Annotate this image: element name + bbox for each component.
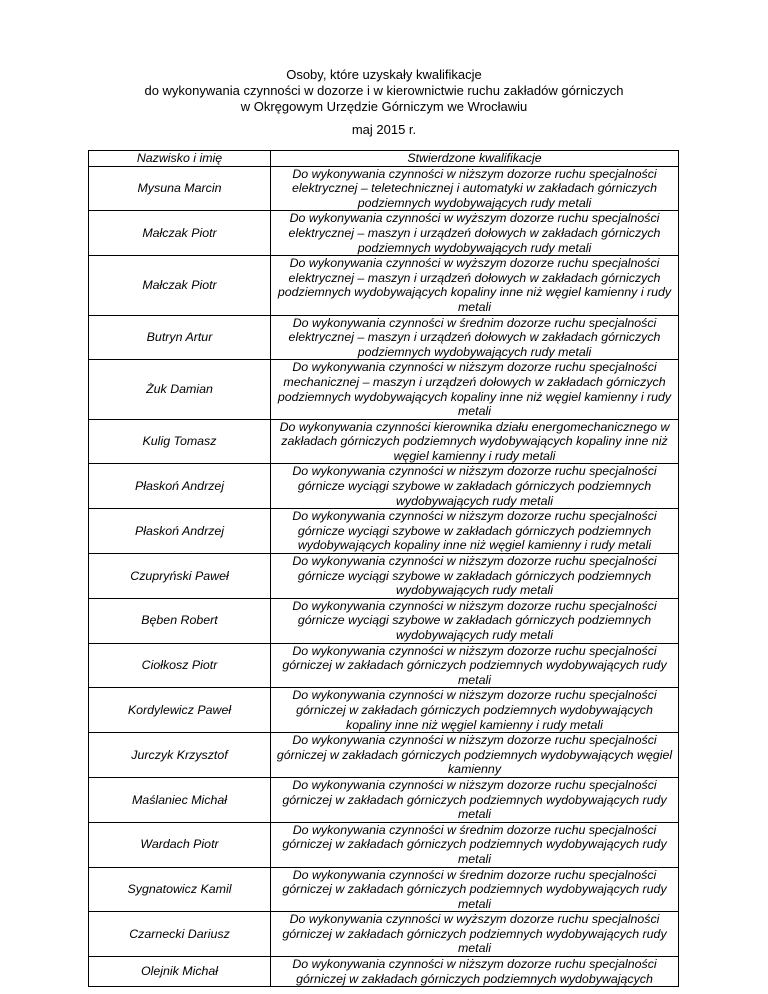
person-name-cell: Olejnik Michał	[89, 957, 271, 987]
person-name-cell: Czarnecki Dariusz	[89, 912, 271, 957]
qualification-cell: Do wykonywania czynności w niższym dozorze ruchu specjalności elektrycznej – teletechnicznej i automatyki w zakładach górniczych podziemnych wydobywających rudy metali	[271, 166, 679, 211]
document-date: maj 2015 r.	[351, 122, 417, 137]
person-name-cell: Kulig Tomasz	[89, 419, 271, 464]
table-row	[89, 867, 679, 912]
person-name-cell: Mysuna Marcin	[89, 166, 271, 211]
qualification-cell: Do wykonywania czynności w średnim dozorze ruchu specjalności górniczej w zakładach górniczych podziemnych wydobywających rudy metali	[271, 822, 679, 867]
qualification-cell: Do wykonywania czynności w niższym dozorze ruchu specjalności górniczej w zakładach górniczych podziemnych wydobywających rudy metali	[271, 777, 679, 822]
table-row	[89, 957, 679, 987]
qualification-cell: Do wykonywania czynności w niższym dozorze ruchu specjalności górnicze wyciągi szybowe w zakładach górniczych podziemnych wydobywających rudy metali	[271, 598, 679, 643]
qualification-cell: Do wykonywania czynności kierownika działu energomechanicznego w zakładach górniczych podziemnych wydobywających kopaliny inne niż węgiel kamienny i rudy metali	[271, 419, 679, 464]
qualifications-table	[88, 150, 679, 987]
table-row	[89, 419, 679, 464]
person-name-cell: Małczak Piotr	[89, 211, 271, 256]
qualification-cell: Do wykonywania czynności w niższym dozorze ruchu specjalności górnicze wyciągi szybowe w zakładach górniczych podziemnych wydobywających rudy metali	[271, 464, 679, 509]
qualification-cell: Do wykonywania czynności w niższym dozorze ruchu specjalności górniczej w zakładach górniczych podziemnych wydobywających rudy metali	[271, 643, 679, 688]
person-name-cell: Sygnatowicz Kamil	[89, 867, 271, 912]
column-header-name: Nazwisko i imię	[89, 151, 271, 167]
qualification-cell: Do wykonywania czynności w niższym dozorze ruchu specjalności górniczej w zakładach górniczych podziemnych wydobywających	[271, 957, 679, 987]
qualification-cell: Do wykonywania czynności w niższym dozorze ruchu specjalności górniczej w zakładach górniczych podziemnych wydobywających kopaliny inne niż węgiel kamienny i rudy metali	[271, 688, 679, 733]
qualification-cell: Do wykonywania czynności w niższym dozorze ruchu specjalności górnicze wyciągi szybowe w zakładach górniczych podziemnych wydobywających rudy metali	[271, 554, 679, 599]
table-row	[89, 509, 679, 554]
person-name-cell: Wardach Piotr	[89, 822, 271, 867]
qualification-cell: Do wykonywania czynności w wyższym dozorze ruchu specjalności górniczej w zakładach górniczych podziemnych wydobywających rudy metali	[271, 912, 679, 957]
person-name-cell: Butryn Artur	[89, 315, 271, 360]
person-name-cell: Bęben Robert	[89, 598, 271, 643]
table-row	[89, 643, 679, 688]
table-row	[89, 554, 679, 599]
person-name-cell: Małczak Piotr	[89, 256, 271, 315]
table-row	[89, 912, 679, 957]
column-header-qualification: Stwierdzone kwalifikacje	[271, 151, 679, 167]
header-line-2: do wykonywania czynności w dozorze i w kierownictwie ruchu zakładów górniczych	[144, 83, 624, 98]
person-name-cell: Ciołkosz Piotr	[89, 643, 271, 688]
qualification-cell: Do wykonywania czynności w niższym dozorze ruchu specjalności górniczej w zakładach górniczych podziemnych wydobywających węgiel kamienny	[271, 733, 679, 778]
table-row	[89, 211, 679, 256]
table-row	[89, 166, 679, 211]
table-header-row	[89, 151, 679, 167]
person-name-cell: Czupryński Paweł	[89, 554, 271, 599]
qualification-cell: Do wykonywania czynności w wyższym dozorze ruchu specjalności elektrycznej – maszyn i urządzeń dołowych w zakładach górniczych podziemnych wydobywających kopaliny inne niż węgiel kamienny i rudy metali	[271, 256, 679, 315]
header-line-3: w Okręgowym Urzędzie Górniczym we Wrocławiu	[240, 99, 528, 114]
table-row	[89, 360, 679, 419]
document-header	[0, 67, 768, 115]
header-line-1: Osoby, które uzyskały kwalifikacje	[286, 67, 482, 82]
table-row	[89, 688, 679, 733]
table-row	[89, 733, 679, 778]
person-name-cell: Żuk Damian	[89, 360, 271, 419]
person-name-cell: Jurczyk Krzysztof	[89, 733, 271, 778]
table-row	[89, 822, 679, 867]
person-name-cell: Maślaniec Michał	[89, 777, 271, 822]
qualification-cell: Do wykonywania czynności w niższym dozorze ruchu specjalności górnicze wyciągi szybowe w zakładach górniczych podziemnych wydobywających kopaliny inne niż węgiel kamienny i rudy metali	[271, 509, 679, 554]
qualification-cell: Do wykonywania czynności w niższym dozorze ruchu specjalności mechanicznej – maszyn i urządzeń dołowych w zakładach górniczych podziemnych wydobywających kopaliny inne niż węgiel kamienny i rudy metali	[271, 360, 679, 419]
table-row	[89, 256, 679, 315]
table-row	[89, 598, 679, 643]
table-row	[89, 464, 679, 509]
person-name-cell: Kordylewicz Paweł	[89, 688, 271, 733]
table-row	[89, 315, 679, 360]
table-row	[89, 777, 679, 822]
qualification-cell: Do wykonywania czynności w średnim dozorze ruchu specjalności elektrycznej – maszyn i urządzeń dołowych w zakładach górniczych podziemnych wydobywających rudy metali	[271, 315, 679, 360]
qualification-cell: Do wykonywania czynności w wyższym dozorze ruchu specjalności elektrycznej – maszyn i urządzeń dołowych w zakładach górniczych podziemnych wydobywających rudy metali	[271, 211, 679, 256]
person-name-cell: Płaskoń Andrzej	[89, 509, 271, 554]
qualification-cell: Do wykonywania czynności w średnim dozorze ruchu specjalności górniczej w zakładach górniczych podziemnych wydobywających rudy metali	[271, 867, 679, 912]
person-name-cell: Płaskoń Andrzej	[89, 464, 271, 509]
